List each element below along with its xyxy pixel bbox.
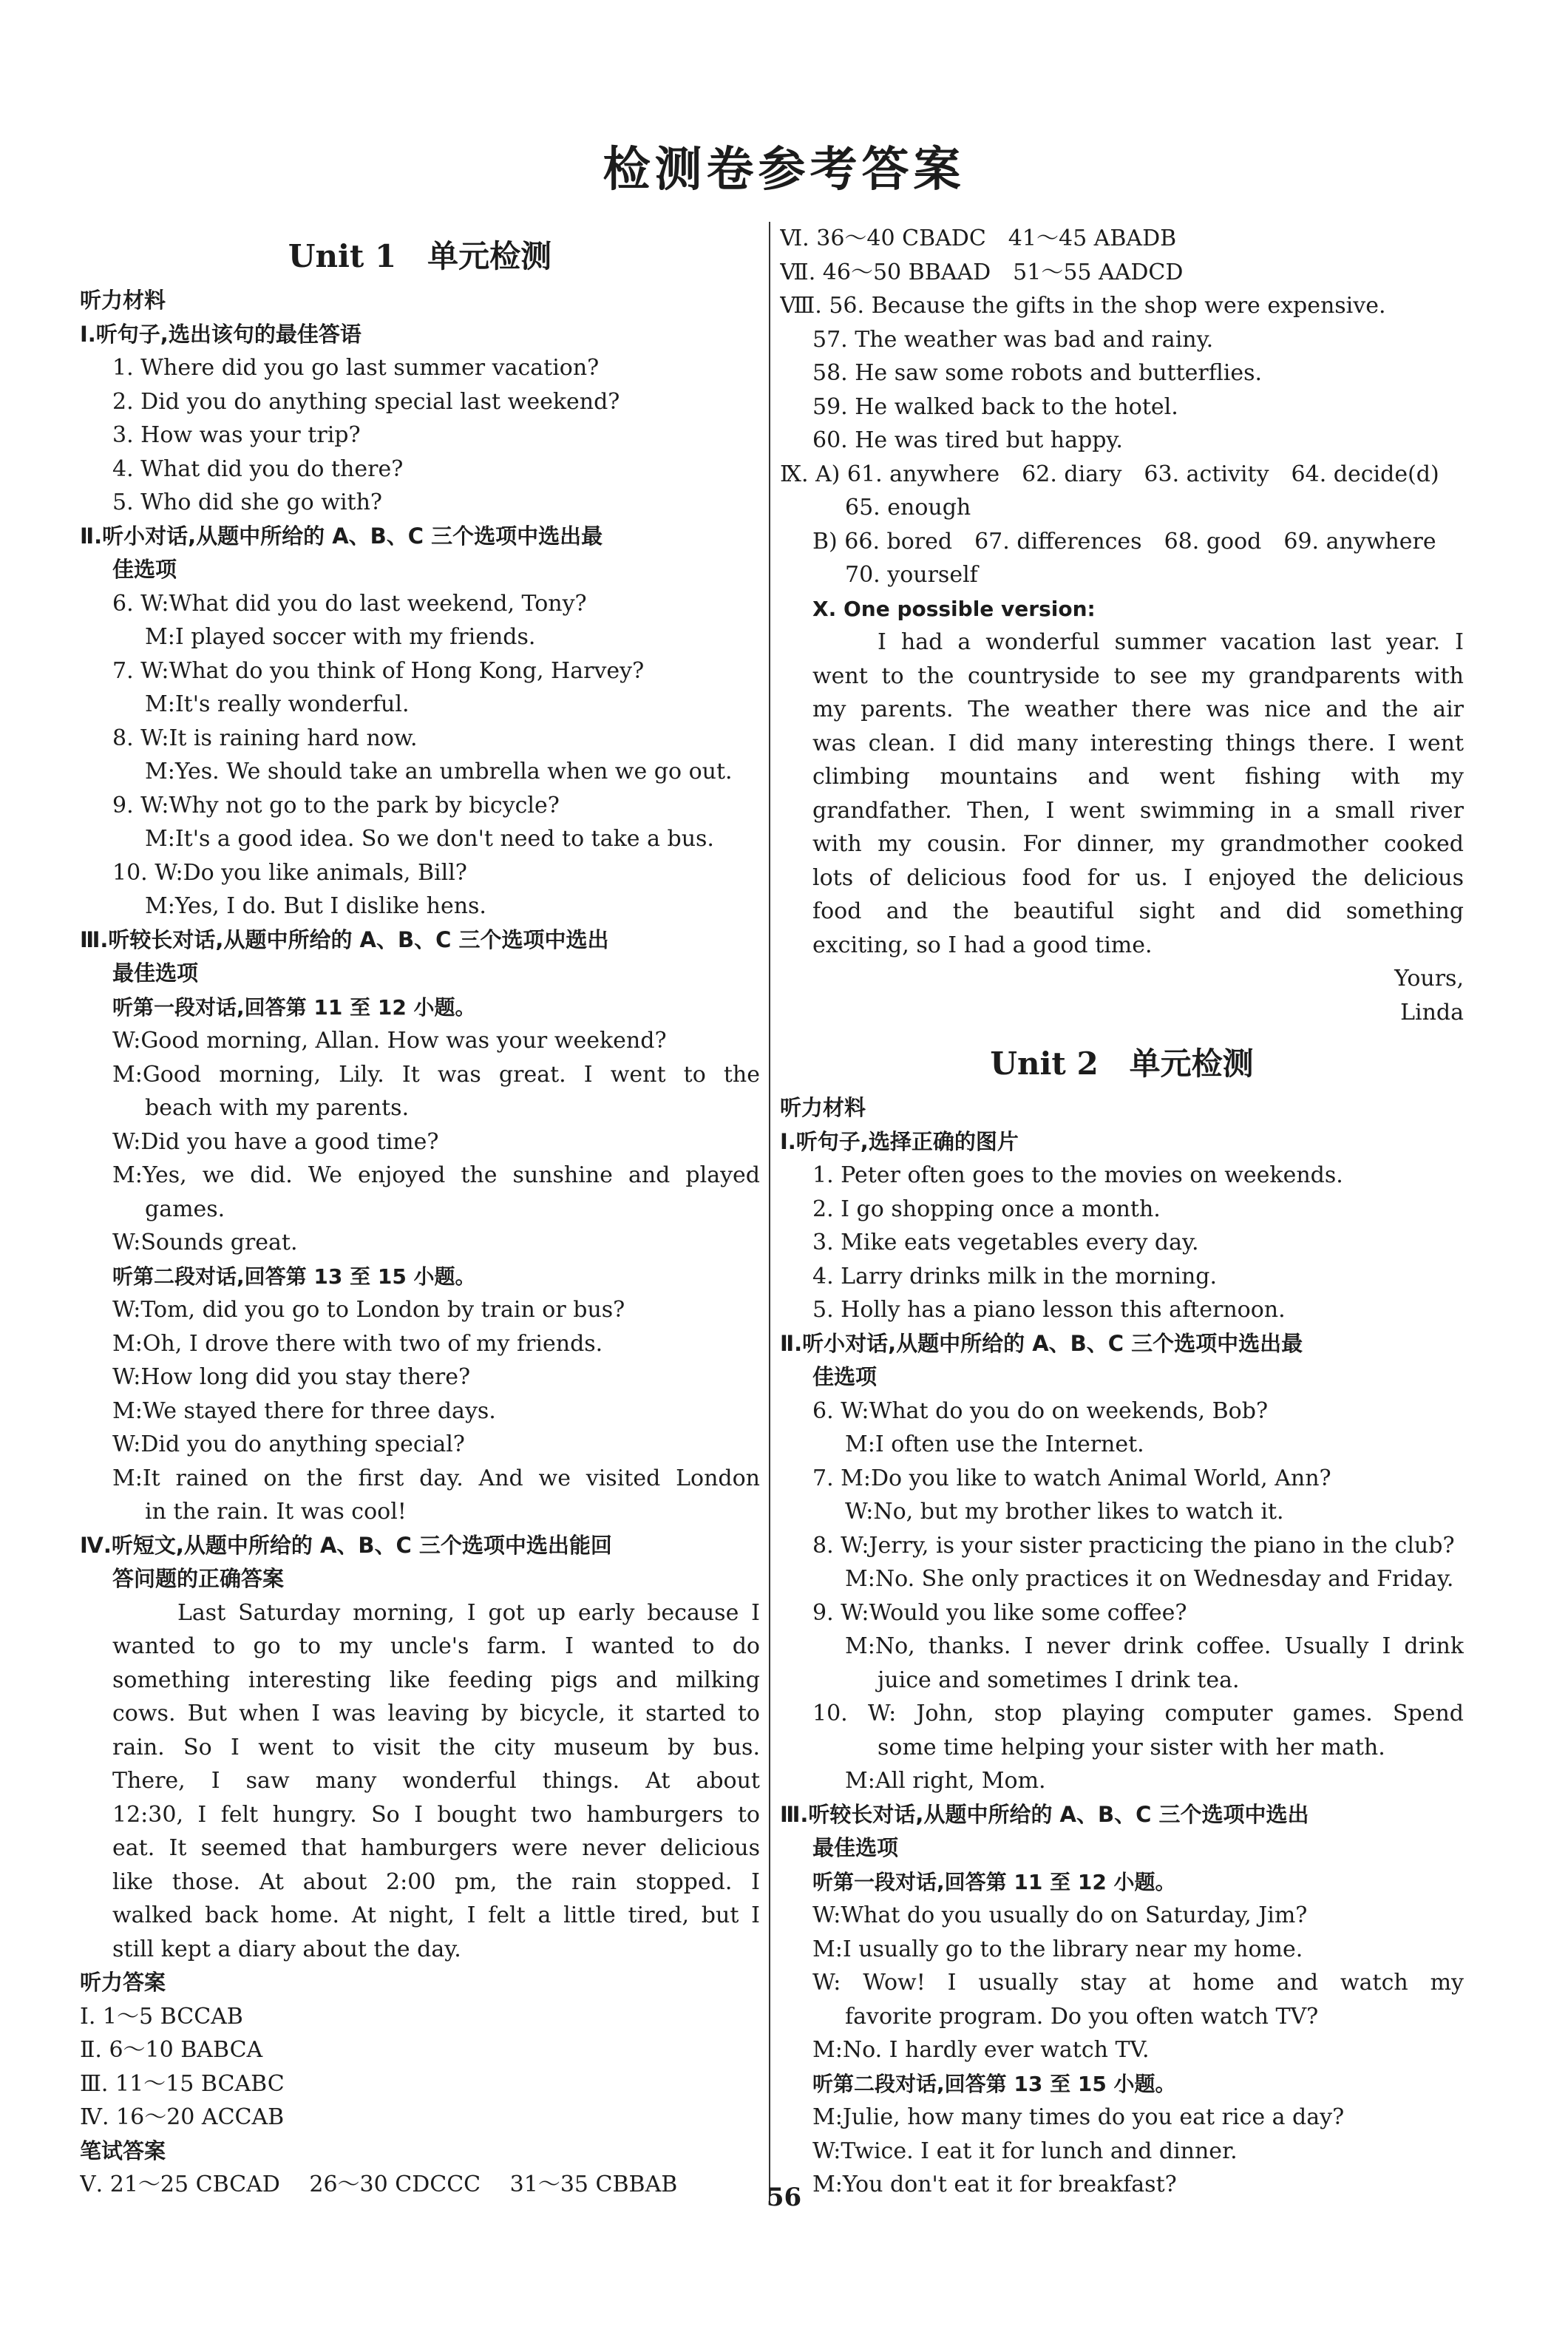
paragraph-line: went to the countryside to see my grandparents with bbox=[812, 662, 1464, 689]
text-line: M:No, thanks. I never drink coffee. Usually I drink bbox=[845, 1633, 1464, 1659]
paragraph-line: with my cousin. For dinner, my grandmother cooked bbox=[812, 831, 1464, 857]
text-line: 2. I go shopping once a month. bbox=[812, 1196, 1161, 1222]
section-heading: Ⅰ.听句子,选出该句的最佳答语 bbox=[80, 321, 362, 347]
text-line: W:Good morning, Allan. How was your weekend? bbox=[112, 1028, 667, 1054]
paragraph-line: was clean. I did many interesting things there. I went bbox=[812, 730, 1464, 756]
text-line: 10. W: John, stop playing computer games. Spend bbox=[812, 1701, 1464, 1726]
text-line: W:Tom, did you go to London by train or bus? bbox=[112, 1297, 625, 1323]
text-line: 7. M:Do you like to watch Animal World, Ann? bbox=[812, 1465, 1331, 1491]
text-line: M:All right, Mom. bbox=[845, 1768, 1046, 1794]
subsection-heading: 听第二段对话,回答第 13 至 15 小题。 bbox=[812, 2071, 1176, 2096]
paragraph-line: lots of delicious food for us. I enjoyed the delicious bbox=[812, 864, 1464, 891]
subsection-heading: Ⅹ. One possible version: bbox=[812, 596, 1096, 621]
text-line: M:Yes, I do. But I dislike hens. bbox=[145, 893, 486, 919]
text-line: W:No, but my brother likes to watch it. bbox=[845, 1499, 1284, 1525]
text-line: some time helping your sister with her math. bbox=[878, 1734, 1385, 1760]
section-heading: Ⅱ.听小对话,从题中所给的 A、B、C 三个选项中选出最 bbox=[80, 523, 603, 549]
text-line: M:It's a good idea. So we don't need to take a bus. bbox=[145, 826, 714, 852]
text-line: B) 66. bored 67. differences 68. good 69. anywhere bbox=[812, 528, 1436, 555]
section-heading: 最佳选项 bbox=[812, 1835, 899, 1860]
text-line: 9. W:Why not go to the park by bicycle? bbox=[112, 792, 560, 818]
unit-title: Unit 1 单元检测 bbox=[288, 238, 552, 274]
text-line: M:Julie, how many times do you eat rice a day? bbox=[812, 2104, 1345, 2130]
paragraph-line: I had a wonderful summer vacation last year. I bbox=[878, 629, 1464, 655]
text-line: M:No. I hardly ever watch TV. bbox=[812, 2037, 1150, 2063]
text-line: W:Twice. I eat it for lunch and dinner. bbox=[812, 2138, 1238, 2164]
section-heading: 最佳选项 bbox=[112, 960, 199, 986]
text-line: favorite program. Do you often watch TV? bbox=[845, 2003, 1319, 2030]
text-line: W:Did you do anything special? bbox=[112, 1431, 465, 1457]
answer-line: Ⅱ. 6～10 BABCA bbox=[80, 2037, 263, 2063]
answer-line: Ⅶ. 46～50 BBAAD 51～55 AADCD bbox=[780, 259, 1184, 285]
text-line: 5. Holly has a piano lesson this afternoon. bbox=[812, 1297, 1286, 1323]
text-line: M:Yes. We should take an umbrella when we go out. bbox=[145, 759, 733, 784]
text-line: 2. Did you do anything special last weekend? bbox=[112, 388, 620, 415]
text-line: M:You don't eat it for breakfast? bbox=[812, 2172, 1177, 2197]
text-line: 1. Peter often goes to the movies on weekends. bbox=[812, 1162, 1343, 1188]
section-heading: Ⅱ.听小对话,从题中所给的 A、B、C 三个选项中选出最 bbox=[780, 1330, 1303, 1356]
text-line: 8. W:It is raining hard now. bbox=[112, 725, 418, 751]
text-line: juice and sometimes I drink tea. bbox=[878, 1667, 1240, 1693]
paragraph-line: There, I saw many wonderful things. At about bbox=[112, 1768, 760, 1794]
answer-line: Ⅸ. A) 61. anywhere 62. diary 63. activity 64. decide(d) bbox=[780, 461, 1439, 487]
text-line: 4. Larry drinks milk in the morning. bbox=[812, 1263, 1218, 1289]
section-heading: Ⅲ.听较长对话,从题中所给的 A、B、C 三个选项中选出 bbox=[80, 926, 609, 952]
paragraph-line: wanted to go to my uncle's farm. I wanted to do bbox=[112, 1633, 760, 1659]
paragraph-line: 12:30, I felt hungry. So I bought two hamburgers to bbox=[112, 1801, 760, 1828]
paragraph-line: cows. But when I was leaving by bicycle, it started to bbox=[112, 1701, 760, 1726]
paragraph-line: rain. So I went to visit the city museum by bus. bbox=[112, 1734, 760, 1760]
text-line: W:How long did you stay there? bbox=[112, 1364, 471, 1390]
answer-line: Ⅳ. 16～20 ACCAB bbox=[80, 2104, 285, 2130]
text-line: M:I usually go to the library near my home. bbox=[812, 1936, 1303, 1962]
text-line: 10. W:Do you like animals, Bill? bbox=[112, 859, 467, 886]
text-line: W:Sounds great. bbox=[112, 1230, 298, 1255]
section-heading: Ⅲ.听较长对话,从题中所给的 A、B、C 三个选项中选出 bbox=[780, 1801, 1309, 1827]
answer-line: Ⅴ. 21～25 CBCAD 26～30 CDCCC 31～35 CBBAB bbox=[80, 2172, 678, 2197]
subsection-heading: 听第一段对话,回答第 11 至 12 小题。 bbox=[812, 1869, 1176, 1894]
text-line: M:We stayed there for three days. bbox=[112, 1397, 496, 1424]
right-column bbox=[780, 222, 1464, 2202]
paragraph-line: exciting, so I had a good time. bbox=[812, 932, 1153, 958]
page-number: 56 bbox=[766, 2183, 802, 2212]
paragraph-line: walked back home. At night, I felt a little tired, but I bbox=[112, 1902, 760, 1928]
text-line: M:Good morning, Lily. It was great. I went to the bbox=[112, 1061, 760, 1088]
paragraph-line: my parents. The weather there was nice and the air bbox=[812, 696, 1464, 722]
paragraph-line: climbing mountains and went fishing with my bbox=[812, 764, 1464, 790]
text-line: 60. He was tired but happy. bbox=[812, 427, 1123, 453]
text-line: 5. Who did she go with? bbox=[112, 489, 382, 515]
section-label: 笔试答案 bbox=[80, 2138, 166, 2163]
left-column bbox=[80, 222, 760, 2202]
paragraph-line: food and the beautiful sight and did something bbox=[812, 898, 1464, 924]
text-line: 7. W:What do you think of Hong Kong, Harvey? bbox=[112, 657, 645, 684]
section-label: 听力材料 bbox=[780, 1095, 866, 1120]
section-heading: Ⅳ.听短文,从题中所给的 A、B、C 三个选项中选出能回 bbox=[80, 1532, 612, 1558]
page-title: 检测卷参考答案 bbox=[603, 142, 965, 197]
text-line: 59. He walked back to the hotel. bbox=[812, 393, 1178, 420]
paragraph-line: eat. It seemed that hamburgers were never delicious bbox=[112, 1835, 760, 1861]
text-line: W:Did you have a good time? bbox=[112, 1128, 439, 1155]
text-line: beach with my parents. bbox=[145, 1095, 410, 1121]
text-line: 65. enough bbox=[845, 495, 971, 521]
text-line: M:No. She only practices it on Wednesday and Friday. bbox=[845, 1566, 1454, 1592]
text-line: 58. He saw some robots and butterflies. bbox=[812, 360, 1263, 386]
text-line: 1. Where did you go last summer vacation? bbox=[112, 355, 600, 381]
section-heading: Ⅰ.听句子,选择正确的图片 bbox=[780, 1128, 1019, 1154]
text-line: M:Oh, I drove there with two of my friends. bbox=[112, 1330, 603, 1357]
text-line: 3. Mike eats vegetables every day. bbox=[812, 1230, 1199, 1255]
answer-line: Ⅷ. 56. Because the gifts in the shop were expensive. bbox=[780, 293, 1386, 319]
text-line: 6. W:What do you do on weekends, Bob? bbox=[812, 1397, 1269, 1424]
text-line: M:Yes, we did. We enjoyed the sunshine and played bbox=[112, 1162, 760, 1188]
text-line: 4. What did you do there? bbox=[112, 455, 404, 482]
paragraph-line: Last Saturday morning, I got up early because I bbox=[177, 1599, 760, 1626]
section-heading: 答问题的正确答案 bbox=[112, 1566, 285, 1591]
section-label: 听力材料 bbox=[80, 288, 166, 313]
column-divider bbox=[769, 222, 770, 2203]
answer-line: Ⅵ. 36～40 CBADC 41～45 ABADB bbox=[780, 226, 1177, 251]
unit-title: Unit 2 单元检测 bbox=[990, 1045, 1254, 1082]
section-label: 听力答案 bbox=[80, 1970, 166, 1995]
text-line: 8. W:Jerry, is your sister practicing the piano in the club? bbox=[812, 1532, 1455, 1559]
subsection-heading: 听第二段对话,回答第 13 至 15 小题。 bbox=[112, 1264, 476, 1289]
text-line: W: Wow! I usually stay at home and watch my bbox=[812, 1970, 1464, 1996]
answer-line: Ⅰ. 1～5 BCCAB bbox=[80, 2003, 243, 2030]
signature-line: Yours, bbox=[1394, 966, 1464, 992]
paragraph-line: still kept a diary about the day. bbox=[112, 1936, 461, 1962]
text-line: 57. The weather was bad and rainy. bbox=[812, 326, 1214, 353]
text-line: M:I played soccer with my friends. bbox=[145, 624, 536, 650]
section-heading: 佳选项 bbox=[112, 557, 177, 582]
text-line: M:It's really wonderful. bbox=[145, 691, 410, 717]
section-heading: 佳选项 bbox=[812, 1364, 878, 1389]
answer-line: Ⅲ. 11～15 BCABC bbox=[80, 2070, 285, 2097]
text-line: in the rain. It was cool! bbox=[145, 1499, 407, 1525]
text-line: 6. W:What did you do last weekend, Tony? bbox=[112, 590, 587, 617]
text-line: W:What do you usually do on Saturday, Jim? bbox=[812, 1902, 1308, 1928]
text-line: M:I often use the Internet. bbox=[845, 1431, 1144, 1457]
text-line: M:It rained on the first day. And we visited London bbox=[112, 1465, 760, 1491]
paragraph-line: something interesting like feeding pigs and milking bbox=[112, 1667, 760, 1693]
text-line: 3. How was your trip? bbox=[112, 422, 361, 448]
text-line: 9. W:Would you like some coffee? bbox=[812, 1599, 1187, 1626]
text-line: 70. yourself bbox=[845, 562, 978, 588]
paragraph-line: grandfather. Then, I went swimming in a small river bbox=[812, 797, 1464, 824]
paragraph-line: like those. At about 2:00 pm, the rain stopped. I bbox=[112, 1868, 760, 1895]
subsection-heading: 听第一段对话,回答第 11 至 12 小题。 bbox=[112, 994, 476, 1020]
text-line: games. bbox=[145, 1196, 225, 1222]
signature-line: Linda bbox=[1400, 999, 1464, 1026]
